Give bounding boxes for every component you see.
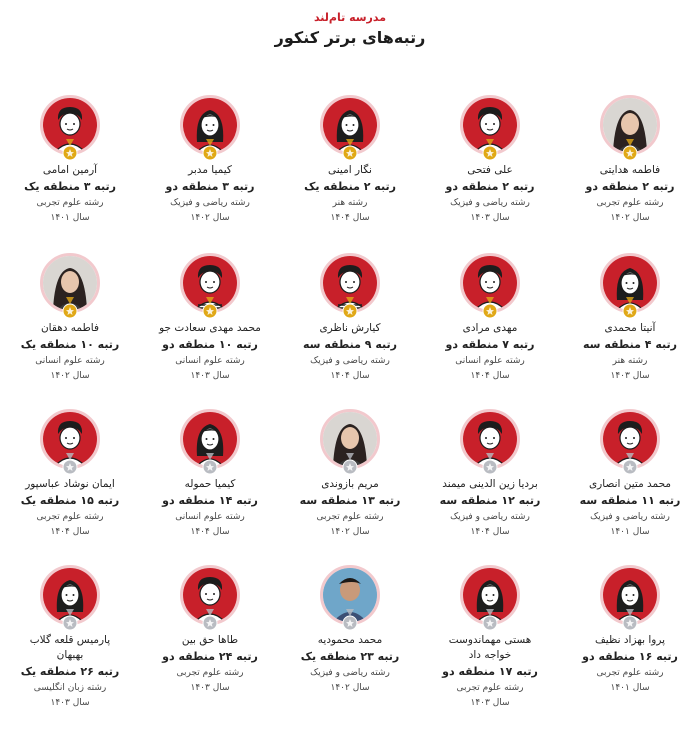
student-rank: رتبه ۲۳ منطقه یک [300, 650, 400, 663]
student-year: سال ۱۴۰۴ [330, 213, 370, 223]
student-name: مریم بازوندی [321, 478, 379, 490]
student-year: سال ۱۴۰۳ [470, 698, 510, 708]
student-name: بردیا زین الدینی میمند [442, 478, 538, 490]
student-field: رشته ریاضی و فیزیک [590, 512, 670, 522]
student-name: آنیتا محمدی [604, 322, 656, 334]
avatar [40, 409, 100, 477]
avatar [40, 95, 100, 163]
student-year: سال ۱۴۰۲ [190, 213, 230, 223]
page-header [0, 0, 700, 55]
student-year: سال ۱۴۰۴ [330, 371, 370, 381]
avatar [320, 409, 380, 477]
student-card [560, 565, 700, 695]
students-grid [0, 55, 700, 737]
student-field: رشته علوم انسانی [175, 512, 245, 522]
student-name: هستی مهماندوست [448, 634, 532, 646]
student-field: رشته علوم انسانی [175, 356, 245, 366]
silver-medal-icon [202, 609, 218, 631]
student-year: سال ۱۴۰۲ [610, 213, 650, 223]
silver-medal-icon [622, 609, 638, 631]
student-field: رشته علوم تجربی [456, 683, 524, 693]
student-name: مهدی مرادی [462, 322, 518, 334]
avatar [460, 409, 520, 477]
student-name-line2: خواجه داد [468, 649, 512, 661]
avatar [600, 565, 660, 633]
student-name: کیمیا حموله [184, 478, 236, 490]
student-field: رشته زبان انگلیسی [33, 683, 107, 693]
student-name: پروا بهزاد نظیف [594, 634, 666, 646]
student-year: سال ۱۴۰۱ [50, 213, 90, 223]
student-rank: رتبه ۲ منطقه یک [304, 180, 396, 193]
gold-medal-icon [342, 297, 358, 319]
student-field: رشته علوم تجربی [36, 512, 104, 522]
student-year: سال ۱۴۰۴ [470, 371, 510, 381]
gold-medal-icon [62, 297, 78, 319]
gold-medal-icon [202, 139, 218, 161]
student-field: رشته علوم تجربی [596, 668, 664, 678]
student-year: سال ۱۴۰۲ [330, 683, 370, 693]
silver-medal-icon [622, 453, 638, 475]
gold-medal-icon [482, 297, 498, 319]
student-name: فاطمه هدایتی [599, 164, 661, 176]
student-rank: رتبه ۱۰ منطقه یک [20, 338, 120, 351]
student-name: ایمان نوشاد عباسپور [25, 478, 115, 490]
student-field: رشته ریاضی و فیزیک [450, 512, 530, 522]
student-year: سال ۱۴۰۱ [610, 527, 650, 537]
student-card [420, 409, 560, 539]
avatar [180, 253, 240, 321]
silver-medal-icon [202, 453, 218, 475]
student-rank: رتبه ۱۶ منطقه دو [582, 650, 678, 663]
student-year: سال ۱۴۰۲ [330, 527, 370, 537]
student-rank: رتبه ۱۵ منطقه یک [20, 494, 120, 507]
avatar [600, 95, 660, 163]
student-card [420, 565, 560, 710]
student-name: آرمین امامی [42, 164, 98, 176]
student-name: نگار امینی [328, 164, 372, 176]
silver-medal-icon [62, 453, 78, 475]
student-field: رشته ریاضی و فیزیک [310, 668, 390, 678]
student-name: پارمیس قلعه گلاب [29, 634, 111, 646]
student-year: سال ۱۴۰۲ [50, 371, 90, 381]
student-field: رشته علوم تجربی [316, 512, 384, 522]
avatar [320, 253, 380, 321]
student-year: سال ۱۴۰۱ [610, 683, 650, 693]
student-name: کیمیا مدبر [188, 164, 232, 176]
student-name: علی فتحی [467, 164, 513, 176]
student-name: کیارش ناظری [319, 322, 381, 334]
student-name: محمد مهدی سعادت جو [159, 322, 261, 334]
avatar [460, 95, 520, 163]
school-name: مدرسه تام‌لند [313, 11, 387, 24]
avatar [180, 565, 240, 633]
student-field: رشته علوم انسانی [455, 356, 525, 366]
page-title: رتبه‌های برتر کنکور [274, 28, 426, 47]
student-card [560, 253, 700, 383]
student-year: سال ۱۴۰۳ [50, 698, 90, 708]
student-name: طاها حق بین [181, 634, 239, 646]
student-field: رشته ریاضی و فیزیک [310, 356, 390, 366]
student-field: رشته هنر [332, 198, 368, 208]
gold-medal-icon [62, 139, 78, 161]
student-card [420, 95, 560, 225]
student-rank: رتبه ۳ منطقه یک [24, 180, 116, 193]
student-rank: رتبه ۱۰ منطقه دو [162, 338, 258, 351]
student-name-line2: بهبهان [56, 649, 84, 661]
student-field: رشته ریاضی و فیزیک [170, 198, 250, 208]
student-year: سال ۱۴۰۴ [470, 527, 510, 537]
student-card [280, 253, 420, 383]
student-field: رشته علوم انسانی [35, 356, 105, 366]
student-card [140, 95, 280, 225]
student-name: فاطمه دهقان [40, 322, 100, 334]
avatar [180, 95, 240, 163]
student-card [140, 565, 280, 695]
student-rank: رتبه ۲۶ منطقه یک [20, 665, 120, 678]
gold-medal-icon [622, 297, 638, 319]
student-card [140, 409, 280, 539]
student-year: سال ۱۴۰۳ [190, 371, 230, 381]
gold-medal-icon [342, 139, 358, 161]
silver-medal-icon [342, 609, 358, 631]
student-year: سال ۱۴۰۴ [190, 527, 230, 537]
student-card [0, 565, 140, 710]
avatar [40, 565, 100, 633]
avatar [40, 253, 100, 321]
student-year: سال ۱۴۰۳ [470, 213, 510, 223]
student-rank: رتبه ۱۲ منطقه سه [439, 494, 541, 507]
student-rank: رتبه ۳ منطقه دو [165, 180, 255, 193]
student-field: رشته علوم تجربی [176, 668, 244, 678]
student-field: رشته علوم تجربی [596, 198, 664, 208]
student-card [280, 409, 420, 539]
student-card [280, 565, 420, 695]
student-card [280, 95, 420, 225]
student-rank: رتبه ۱۳ منطقه سه [299, 494, 401, 507]
student-card [420, 253, 560, 383]
student-rank: رتبه ۲۴ منطقه دو [162, 650, 258, 663]
student-rank: رتبه ۷ منطقه دو [445, 338, 535, 351]
student-year: سال ۱۴۰۳ [190, 683, 230, 693]
avatar [180, 409, 240, 477]
avatar [460, 253, 520, 321]
student-rank: رتبه ۲ منطقه دو [585, 180, 675, 193]
student-rank: رتبه ۱۴ منطقه دو [162, 494, 258, 507]
student-card [560, 95, 700, 225]
student-field: رشته ریاضی و فیزیک [450, 198, 530, 208]
student-name: محمد محمودیه [317, 634, 383, 646]
student-rank: رتبه ۴ منطقه سه [583, 338, 677, 351]
student-field: رشته هنر [612, 356, 648, 366]
student-rank: رتبه ۹ منطقه سه [303, 338, 397, 351]
silver-medal-icon [342, 453, 358, 475]
student-name: محمد متین انصاری [588, 478, 672, 490]
avatar [600, 253, 660, 321]
student-card [140, 253, 280, 383]
avatar [600, 409, 660, 477]
student-card [0, 95, 140, 225]
student-year: سال ۱۴۰۳ [610, 371, 650, 381]
student-year: سال ۱۴۰۴ [50, 527, 90, 537]
gold-medal-icon [202, 297, 218, 319]
student-card [0, 253, 140, 383]
avatar [320, 95, 380, 163]
student-field: رشته علوم تجربی [36, 198, 104, 208]
silver-medal-icon [482, 609, 498, 631]
avatar [460, 565, 520, 633]
student-rank: رتبه ۱۱ منطقه سه [579, 494, 681, 507]
student-card [0, 409, 140, 539]
gold-medal-icon [622, 139, 638, 161]
student-card [560, 409, 700, 539]
student-rank: رتبه ۲ منطقه دو [445, 180, 535, 193]
student-rank: رتبه ۱۷ منطقه دو [442, 665, 538, 678]
silver-medal-icon [482, 453, 498, 475]
silver-medal-icon [62, 609, 78, 631]
gold-medal-icon [482, 139, 498, 161]
avatar [320, 565, 380, 633]
